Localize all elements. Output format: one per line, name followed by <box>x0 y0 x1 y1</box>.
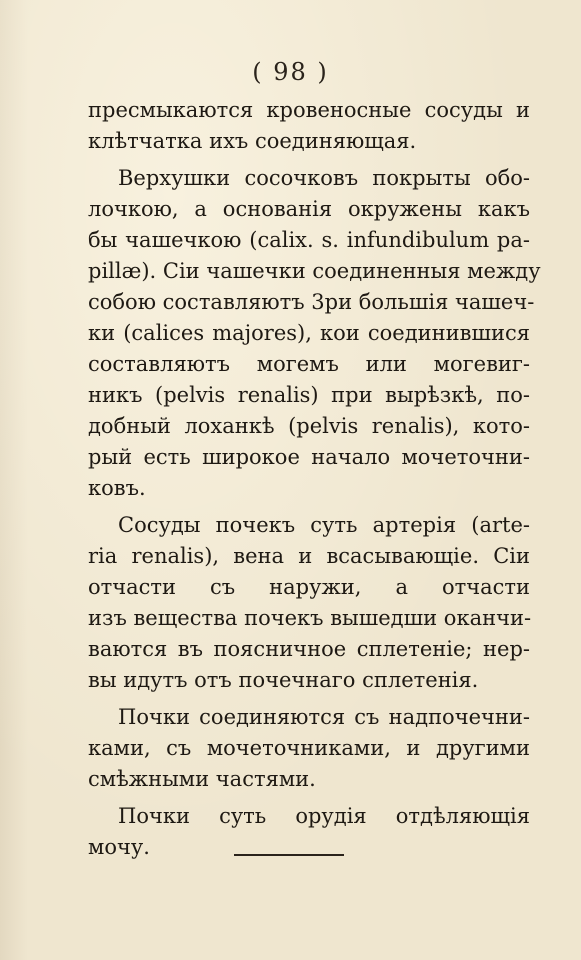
text-line: составляютъ могемъ или могевиг- <box>88 352 530 376</box>
text-line: изъ вещества почекъ вышедши оканчи- <box>88 606 532 630</box>
text-line: Почки суть орудія отдѣляющія <box>118 804 530 828</box>
text-line: мочу. <box>88 835 150 859</box>
end-rule <box>234 854 344 856</box>
text-line: пресмыкаются кровеносные сосуды и <box>88 98 530 122</box>
text-line: добный лоханкѣ (pelvis renalis), кото- <box>88 414 530 438</box>
text-line: никъ (pelvis renalis) при вырѣзкѣ, по- <box>88 383 530 407</box>
text-line: Сосуды почекъ суть артерія (arte- <box>118 513 530 537</box>
text-line: pillæ). Сіи чашечки соединенныя между <box>88 259 541 283</box>
text-line: ria renalis), вена и всасывающіе. Сіи <box>88 544 530 568</box>
text-line: смѣжными частями. <box>88 767 316 791</box>
text-line: вы идутъ отъ почечнаго сплетенія. <box>88 668 479 692</box>
text-line: ки (calices majores), кои соединившися <box>88 321 530 345</box>
text-line: рый есть широкое начало мочеточни- <box>88 445 530 469</box>
text-line: Верхушки сосочковъ покрыты обо- <box>118 166 530 190</box>
body-text <box>88 95 541 863</box>
text-line: ковъ. <box>88 476 146 500</box>
text-line: ваются въ поясничное сплетеніе; нер- <box>88 637 530 661</box>
text-line: Почки соединяются съ надпочечни- <box>118 705 530 729</box>
text-line: собою составляютъ 3ри большія чашеч- <box>88 290 535 314</box>
text-line: лочкою, а основанія окружены какъ <box>88 197 530 221</box>
text-line: клѣтчатка ихъ соединяющая. <box>88 129 417 153</box>
page-number: ( 98 ) <box>252 58 329 86</box>
text-line: ками, съ мочеточниками, и другими <box>88 736 530 760</box>
text-line: отчасти съ наружи, а отчасти <box>88 575 530 599</box>
text-line: бы чашечкою (calix. s. infundibulum pa- <box>88 228 530 252</box>
